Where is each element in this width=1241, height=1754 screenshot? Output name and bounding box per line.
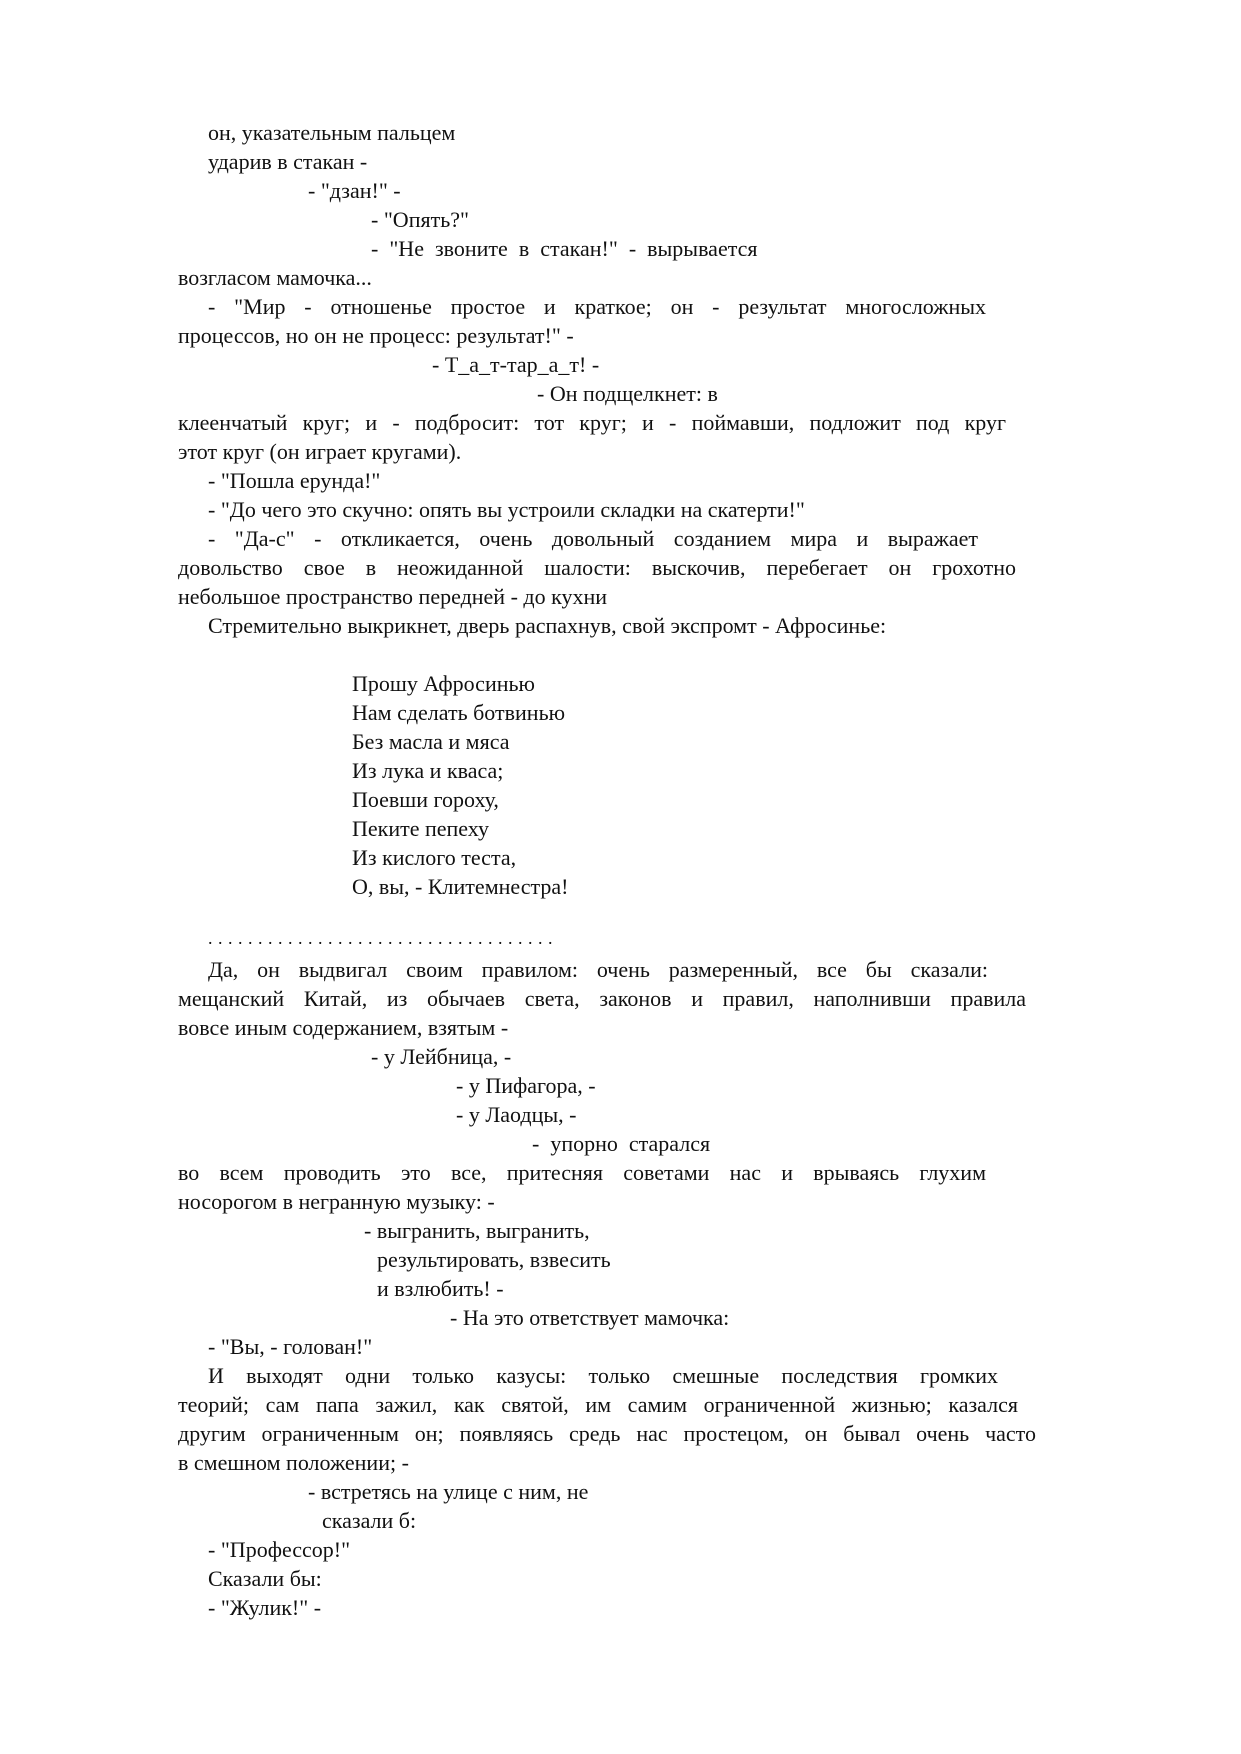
text-line: - "Да-с" - откликается, очень довольный созданием мира и выражает — [208, 526, 978, 551]
text-line: - у Пифагора, - — [456, 1073, 596, 1098]
text-line: клеенчатый круг; и - подбросит: тот круг; и - поймавши, подложит под круг — [178, 410, 1006, 435]
text-line: - у Лейбница, - — [371, 1044, 512, 1069]
text-line: во всем проводить это все, притесняя советами нас и врываясь глухим — [178, 1160, 986, 1185]
text-line: небольшое пространство передней - до кухни — [178, 584, 608, 609]
text-line: И выходят одни только казусы: только смешные последствия громких — [208, 1363, 998, 1388]
poem-line: Прошу Афросинью — [352, 671, 535, 696]
text-line: - у Лаодцы, - — [456, 1102, 577, 1127]
text-line: возгласом мамочка... — [178, 265, 372, 290]
text-line: Да, он выдвигал своим правилом: очень размеренный, все бы сказали: — [208, 957, 988, 982]
poem-line: Поевши гороху, — [352, 787, 499, 812]
text-line: - "Пошла ерунда!" — [208, 468, 381, 493]
text-line: - "Вы, - голован!" — [208, 1334, 373, 1359]
text-line: этот круг (он играет кругами). — [178, 439, 462, 464]
poem-line: Пеките пепеху — [352, 816, 489, 841]
text-line: - упорно старался — [532, 1131, 711, 1156]
text-line: - "Профессор!" — [208, 1537, 351, 1562]
text-line: - "Жулик!" - — [208, 1595, 322, 1620]
text-line: - "Не звоните в стакан!" - вырывается — [371, 236, 758, 261]
text-line: теорий; сам папа зажил, как святой, им самим ограниченной жизнью; казался — [178, 1392, 1018, 1417]
dotted-separator: . . . . . . . . . . . . . . . . . . . . . . . . . . . . . . . . . . . — [208, 928, 553, 948]
text-line: - "До чего это скучно: опять вы устроили складки на скатерти!" — [208, 497, 805, 522]
text-line: носорогом в негранную музыку: - — [178, 1189, 495, 1214]
poem-line: Из лука и кваса; — [352, 758, 504, 783]
text-line: мещанский Китай, из обычаев света, законов и правил, наполнивши правила — [178, 986, 1026, 1011]
text-line: - На это ответствует мамочка: — [450, 1305, 730, 1330]
text-line: - "дзан!" - — [308, 178, 401, 203]
text-line: - выгранить, выгранить, — [364, 1218, 590, 1243]
poem-line: Без масла и мяса — [352, 729, 510, 754]
text-line: - Т_а_т-тар_а_т! - — [432, 352, 600, 377]
text-line: другим ограниченным он; появляясь средь нас простецом, он бывал очень часто — [178, 1421, 1036, 1446]
text-line: вовсе иным содержанием, взятым - — [178, 1015, 509, 1040]
text-line: - "Опять?" — [371, 207, 469, 232]
text-line: Стремительно выкрикнет, дверь распахнув, свой экспромт - Афросинье: — [208, 613, 887, 638]
text-line: - Он подщелкнет: в — [537, 381, 718, 406]
text-line: сказали б: — [322, 1508, 417, 1533]
poem-line: Из кислого теста, — [352, 845, 517, 870]
text-line: - встретясь на улице с ним, не — [308, 1479, 589, 1504]
poem-line: Нам сделать ботвинью — [352, 700, 566, 725]
text-line: результировать, взвесить — [377, 1247, 611, 1272]
text-line: ударив в стакан - — [208, 149, 368, 174]
text-line: он, указательным пальцем — [208, 120, 456, 145]
text-line: процессов, но он не процесс: результат!" - — [178, 323, 574, 348]
text-line: довольство свое в неожиданной шалости: выскочив, перебегает он грохотно — [178, 555, 1016, 580]
text-line: в смешном положении; - — [178, 1450, 409, 1475]
text-line: и взлюбить! - — [377, 1276, 504, 1301]
poem-line: О, вы, - Клитемнестра! — [352, 874, 569, 899]
text-line: - "Мир - отношенье простое и краткое; он - результат многосложных — [208, 294, 986, 319]
text-line: Сказали бы: — [208, 1566, 322, 1591]
